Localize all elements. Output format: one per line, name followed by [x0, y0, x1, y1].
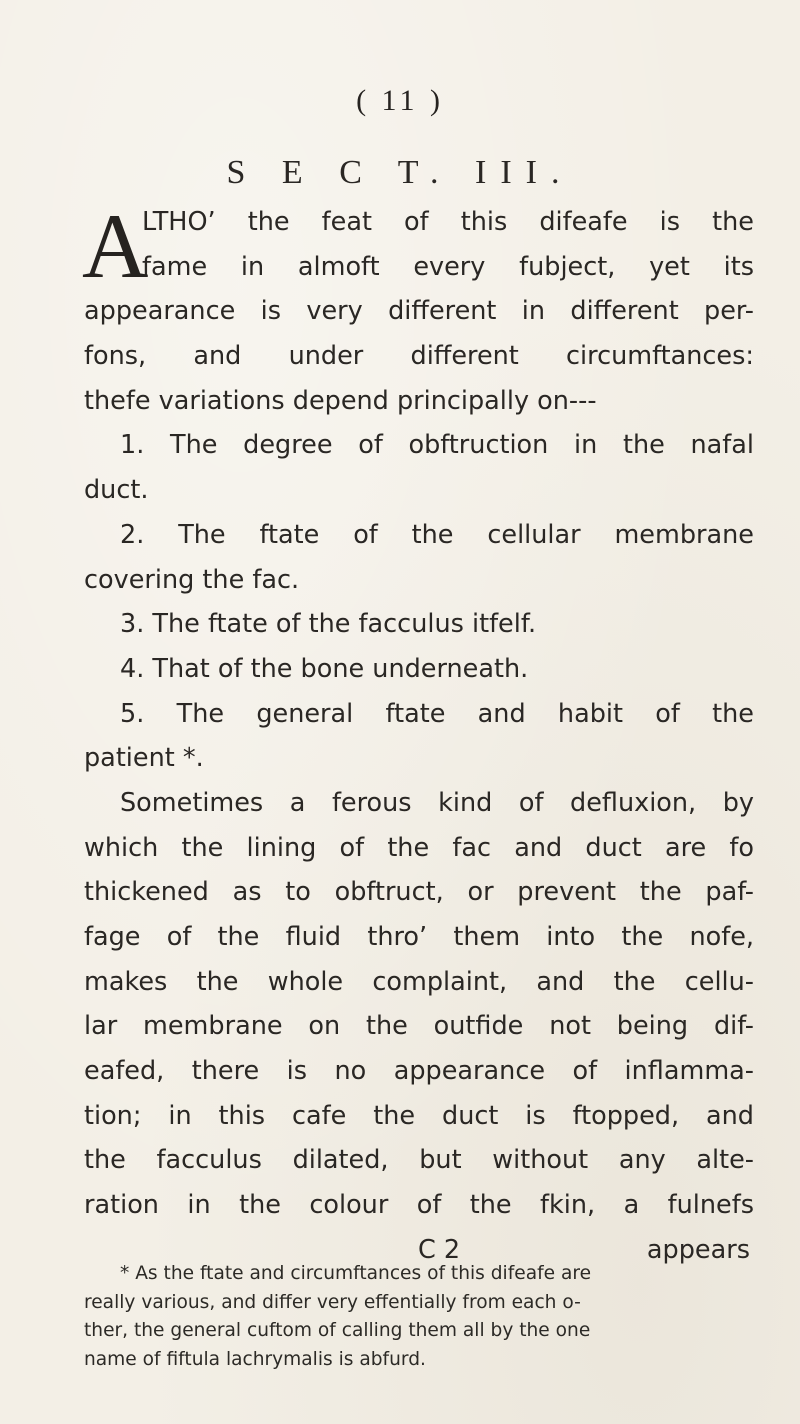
text-line: patient *. [84, 743, 204, 774]
text-line: thickened as to obftruct, or prevent the paf- [84, 877, 754, 908]
text-line: 5. The general ftate and habit of the [120, 698, 754, 729]
text-line: 3. The ftate of the facculus itfelf. [120, 609, 537, 640]
footnote [84, 1260, 752, 1374]
text-line: fons, and under different circumftances: [84, 341, 754, 372]
text-line: LTHO’ the feat of this difeafe is the [142, 207, 754, 237]
text-line: 1. The degree of obftruction in the nafal [120, 430, 754, 461]
text-line: makes the whole complaint, and the cellu- [84, 966, 754, 997]
text-line: duct. [84, 475, 149, 506]
text-line: eafed, there is no appearance of inflamma- [84, 1056, 754, 1087]
text-line: 2. The ftate of the cellular membrane [120, 519, 754, 550]
text-line: covering the fac. [84, 564, 300, 595]
body-text [82, 195, 754, 1273]
text-line: fame in almoft every fubject, yet its [142, 251, 754, 282]
text-line: thefe variations depend principally on--- [84, 385, 597, 416]
text-line: the facculus dilated, but without any alte- [84, 1145, 754, 1176]
footnote-line: name of fiftula lachrymalis is abfurd. [84, 1348, 426, 1370]
footnote-line: * As the ftate and circumftances of this difeafe are [120, 1263, 592, 1284]
text-line: 4. That of the bone underneath. [120, 653, 529, 684]
section-heading: S E C T. III. [226, 154, 574, 191]
footnote-line: ther, the general cuftom of calling them all by the one [84, 1320, 591, 1342]
text-line: which the lining of the fac and duct are fo [84, 832, 754, 863]
catchword: appears [646, 1234, 750, 1265]
drop-cap: A [82, 195, 149, 297]
text-line: Sometimes a ferous kind of defluxion, by [120, 787, 754, 818]
text-line: ration in the colour of the fkin, a fulnefs [84, 1190, 754, 1221]
page-number: ( 11 ) [356, 84, 444, 117]
text-line: tion; in this cafe the duct is ftopped, and [84, 1100, 754, 1131]
footnote-line: really various, and differ very effentially from each o- [84, 1291, 581, 1313]
text-line: appearance is very different in different per- [84, 296, 754, 327]
signature-mark: C 2 [418, 1234, 461, 1265]
text-line: lar membrane on the outfide not being dif- [84, 1011, 754, 1042]
text-line: fage of the fluid thro’ them into the nofe, [84, 922, 754, 952]
